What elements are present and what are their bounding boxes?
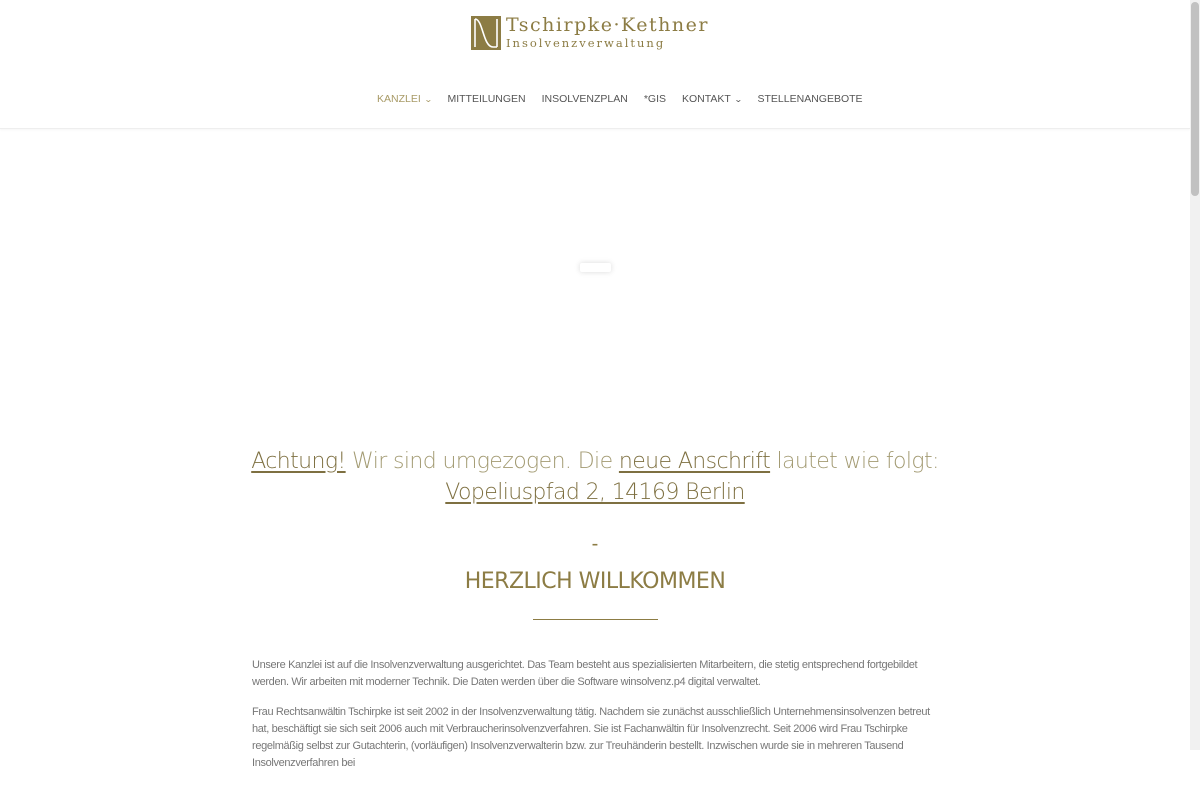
main-nav [377,93,863,105]
nav-label: KANZLEI [377,93,421,105]
nav-label: MITTEILUNGEN [447,93,526,105]
nav-label: *GIS [643,93,666,105]
intro-text [252,657,942,785]
nav-kanzlei[interactable] [377,93,431,105]
nav-gis[interactable] [644,93,666,105]
chevron-down-icon: ⌄ [733,94,743,104]
nav-label: STELLENANGEBOTE [757,93,863,105]
nav-kontakt[interactable] [682,93,742,105]
nav-mitteilungen[interactable] [447,93,525,105]
separator-dash: - [591,533,599,555]
divider [533,619,658,620]
logo-line2: Insolvenzverwaltung [506,36,666,51]
nav-label: KONTAKT [682,93,731,105]
scrollbar-thumb[interactable] [1191,2,1199,196]
logo-line1: Tschirpke·Kethner [506,14,709,37]
scrollbar[interactable] [1190,0,1200,750]
notice-text2: lautet wie folgt: [770,449,939,474]
site-header [0,0,1190,129]
logo[interactable] [471,16,709,50]
nav-label: INSOLVENZPLAN [541,93,628,105]
new-address-link[interactable]: neue Anschrift [618,449,771,474]
nav-insolvenzplan[interactable] [542,93,628,105]
address-link[interactable]: Vopeliuspfad 2, 14169 Berlin [445,480,745,505]
nav-stellenangebote[interactable] [758,93,863,105]
paragraph: Unsere Kanzlei ist auf die Insolvenzverwaltung ausgerichtet. Das Team besteht aus spezialisierten Mitarbeitern, die stetig entsprechend fortgebildet werden. Wir arbeiten mit moderner Technik. Die Daten werden über die Software winsolvenz.p4 digital verwaltet. [252,659,918,688]
paragraph: Frau Rechtsanwältin Tschirpke ist seit 2002 in der Insolvenzverwaltung tätig. Nachdem sie zunächst ausschließlich Unternehmensinsolvenzen betreut hat, beschäftigt sie sich seit 2006 auch mit Verbraucherinsolvenzverfahren. Sie ist Fachanwältin für Insolvenzrecht. Seit 2006 wird Frau Tschirpke regelmäßig selbst zur Gutachterin, (vorläufigen) Insolvenzverwalterin bzw. zur Treuhänderin bestellt. Inzwischen wurde sie in mehreren Tausend Insolvenzverfahren bei [252,706,930,769]
slider-loader [580,263,611,272]
notice-text1: Wir sind umgezogen. Die [345,449,619,474]
achtung-link[interactable]: Achtung! [251,449,346,474]
moving-notice [0,446,1190,508]
logo-mark-icon [471,16,501,50]
welcome-heading: HERZLICH WILLKOMMEN [464,569,726,594]
chevron-down-icon: ⌄ [423,94,433,104]
